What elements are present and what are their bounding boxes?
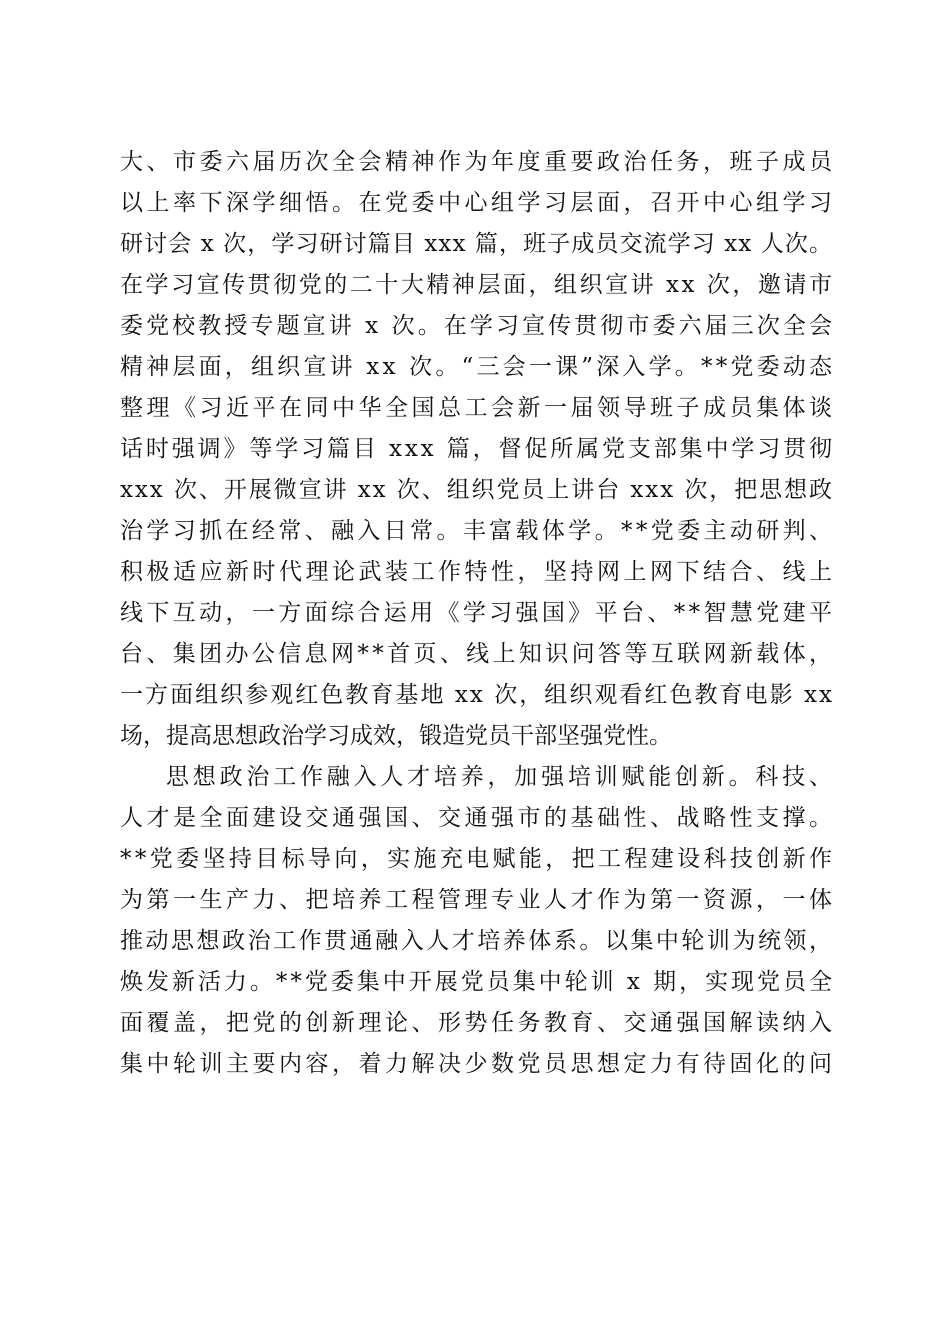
- body-text: [120, 142, 836, 1085]
- text-line: 人才是全面建设交通强国、交通强市的基础性、战略性支撑。: [120, 805, 836, 831]
- text-line: 以上率下深学细悟。在党委中心组学习层面，召开中心组学习: [120, 190, 836, 216]
- text-line: 研讨会 x 次，学习研讨篇目 xxx 篇，班子成员交流学习 xx 人次。: [120, 231, 834, 257]
- text-line: 台、集团办公信息网**首页、线上知识问答等互联网新载体，: [120, 641, 836, 667]
- text-line: 积极适应新时代理论武装工作特性，坚持网上网下结合、线上: [120, 559, 836, 585]
- text-line: 焕发新活力。**党委集中开展党员集中轮训 x 期，实现党员全: [120, 969, 835, 995]
- paragraph-first-line: 思想政治工作融入人才培养，加强培训赋能创新。科技、: [166, 764, 836, 790]
- text-line: 面覆盖，把党的创新理论、形势任务教育、交通强国解读纳入: [120, 1010, 836, 1036]
- text-line: xxx 次、开展微宣讲 xx 次、组织党员上讲台 xxx 次，把思想政: [120, 477, 834, 503]
- text-line: 为第一生产力、把培养工程管理专业人才作为第一资源，一体: [120, 887, 836, 913]
- text-line: 治学习抓在经常、融入日常。丰富载体学。**党委主动研判、: [120, 518, 836, 544]
- text-line: 大、市委六届历次全会精神作为年度重要政治任务，班子成员: [120, 149, 836, 175]
- text-line: 推动思想政治工作贯通融入人才培养体系。以集中轮训为统领，: [120, 928, 835, 954]
- text-line: 线下互动，一方面综合运用《学习强国》平台、**智慧党建平: [120, 600, 836, 626]
- text-line: 场，提高思想政治学习成效，锻造党员干部坚强党性。: [120, 723, 672, 749]
- text-line: 话时强调》等学习篇目 xxx 篇，督促所属党支部集中学习贯彻: [120, 436, 835, 462]
- text-line: 精神层面，组织宣讲 xx 次。“三会一课”深入学。**党委动态: [120, 354, 836, 380]
- text-line: **党委坚持目标导向，实施充电赋能，把工程建设科技创新作: [120, 846, 836, 872]
- text-line: 在学习宣传贯彻党的二十大精神层面，组织宣讲 xx 次，邀请市: [120, 272, 835, 298]
- text-line: 委党校教授专题宣讲 x 次。在学习宣传贯彻市委六届三次全会: [120, 313, 836, 339]
- text-line: 集中轮训主要内容，着力解决少数党员思想定力有待固化的问: [120, 1051, 836, 1077]
- text-line: 整理《习近平在同中华全国总工会新一届领导班子成员集体谈: [120, 395, 836, 421]
- text-line: 一方面组织参观红色教育基地 xx 次，组织观看红色教育电影 xx: [120, 682, 835, 708]
